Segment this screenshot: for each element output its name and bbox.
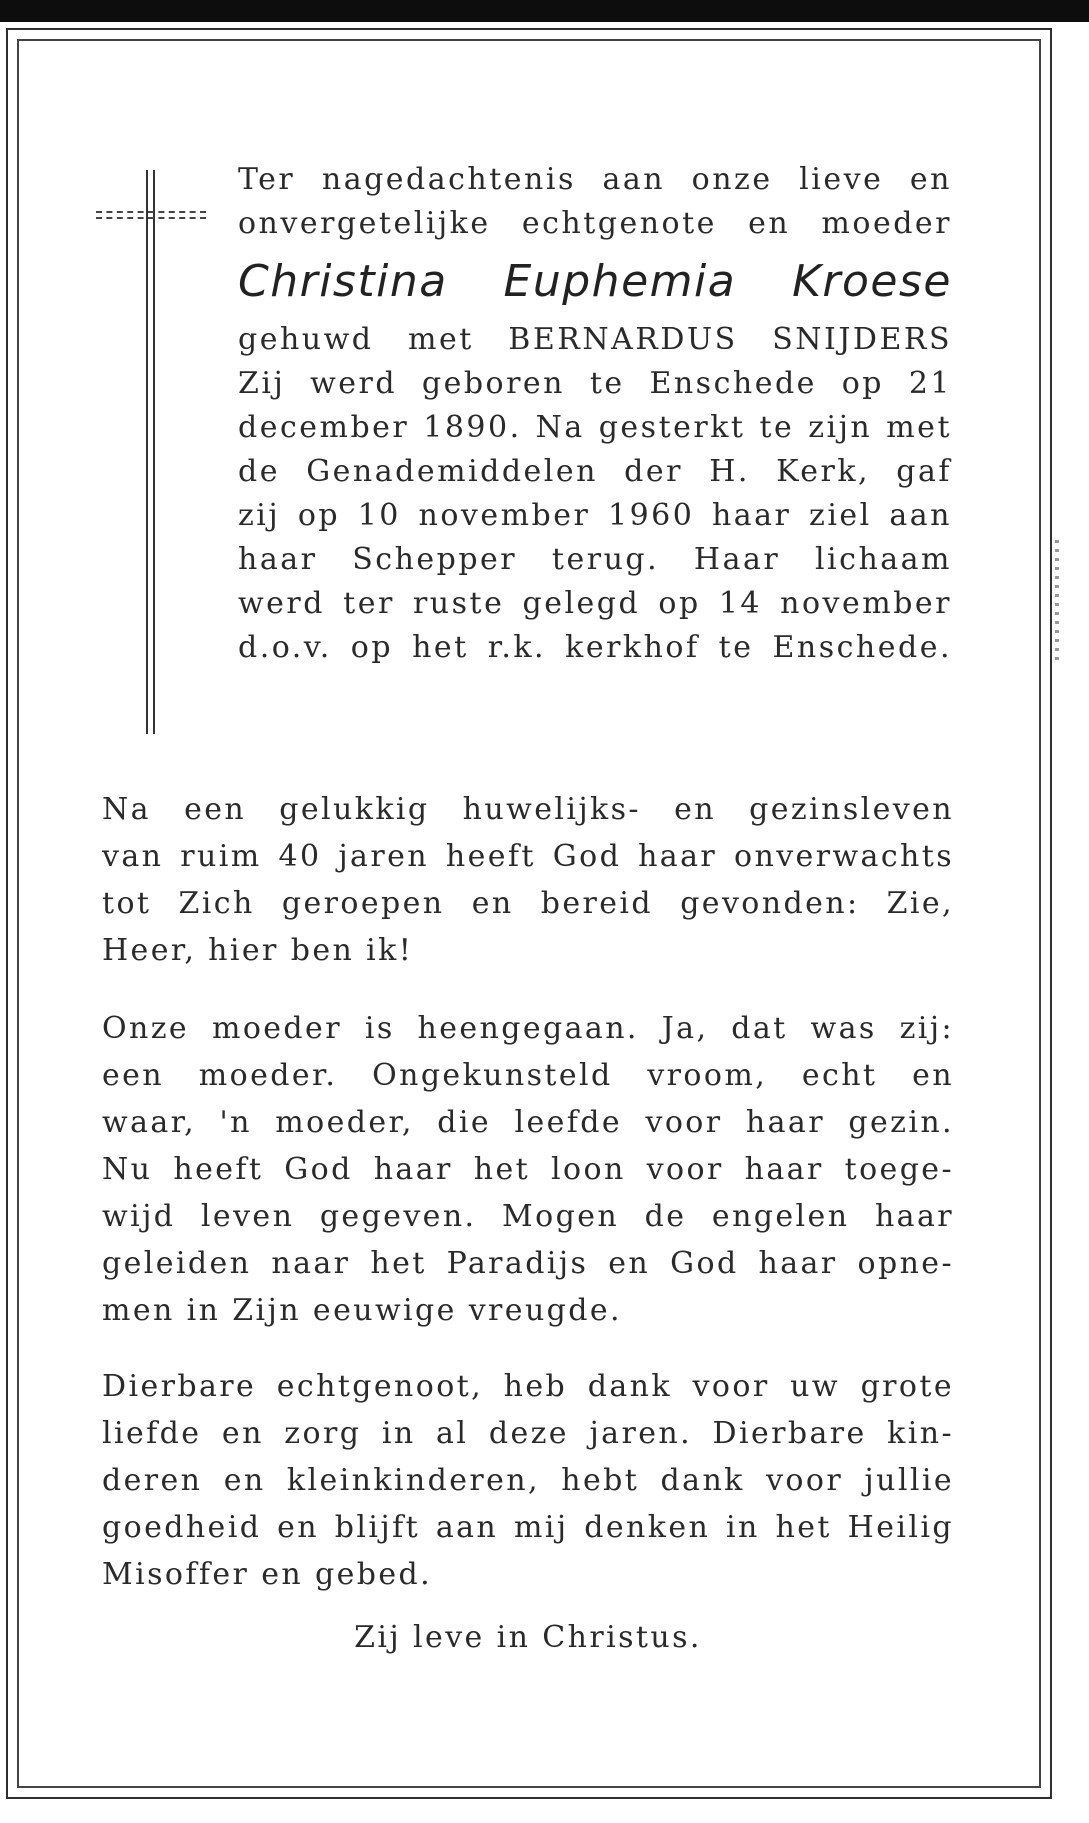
text-line: geleiden naar het Paradijs en God haar opne- xyxy=(102,1246,954,1281)
deceased-name: Christina Euphemia Kroese xyxy=(238,256,952,307)
text-line: wijd leven gegeven. Mogen de engelen haar xyxy=(102,1199,954,1234)
paragraph-marriage xyxy=(102,786,954,974)
text-line: Dierbare echtgenoot, heb dank voor uw grote xyxy=(102,1369,954,1404)
text-line: men in Zijn eeuwige vreugde. xyxy=(102,1293,622,1328)
bio-line: de Genademiddelen der H. Kerk, gaf xyxy=(238,454,952,489)
text-line: Heer, hier ben ik! xyxy=(102,933,414,968)
bio-line: december 1890. Na gesterkt te zijn met xyxy=(238,410,952,445)
closing-block xyxy=(102,1614,954,1661)
text-line: goedheid en blijft aan mij denken in het Heilig xyxy=(102,1510,954,1545)
scan-top-edge xyxy=(0,0,1089,22)
text-line: deren en kleinkinderen, hebt dank voor jullie xyxy=(102,1463,954,1498)
intro-line: onvergetelijke echtgenote en moeder xyxy=(238,206,952,241)
text-line: Na een gelukkig huwelijks- en gezinsleven xyxy=(102,792,954,827)
paragraph-thanks xyxy=(102,1363,954,1598)
text-line: Onze moeder is heengegaan. Ja, dat was zij: xyxy=(102,1011,954,1046)
bio-line: d.o.v. op het r.k. kerkhof te Enschede. xyxy=(238,630,952,665)
text-line: Misoffer en gebed. xyxy=(102,1557,433,1592)
text-line: een moeder. Ongekunsteld vroom, echt en xyxy=(102,1058,954,1093)
text-line: waar, 'n moeder, die leefde voor haar gezin. xyxy=(102,1105,954,1140)
text-line: liefde en zorg in al deze jaren. Dierbare kin- xyxy=(102,1416,954,1451)
text-line: Nu heeft God haar het loon voor haar toege- xyxy=(102,1152,954,1187)
text-line: van ruim 40 jaren heeft God haar onverwachts xyxy=(102,839,954,874)
text-line: tot Zich geroepen en bereid gevonden: Zie, xyxy=(102,886,954,921)
cross-horizontal-beam xyxy=(96,211,206,219)
bio-line: Zij werd geboren te Enschede op 21 xyxy=(238,366,952,401)
cross-vertical-beam xyxy=(146,170,155,734)
scan-edge-specks xyxy=(1055,540,1059,660)
bio-line: zij op 10 november 1960 haar ziel aan xyxy=(238,498,952,533)
bio-line: haar Schepper terug. Haar lichaam xyxy=(238,542,952,577)
closing-line: Zij leve in Christus. xyxy=(354,1620,702,1655)
married-line: gehuwd met BERNARDUS SNIJDERS xyxy=(238,322,952,357)
intro-block xyxy=(238,158,952,670)
cross-icon xyxy=(96,170,206,734)
intro-line: Ter nagedachtenis aan onze lieve en xyxy=(238,162,952,197)
paragraph-mother xyxy=(102,1005,954,1334)
bio-line: werd ter ruste gelegd op 14 november xyxy=(238,586,952,621)
